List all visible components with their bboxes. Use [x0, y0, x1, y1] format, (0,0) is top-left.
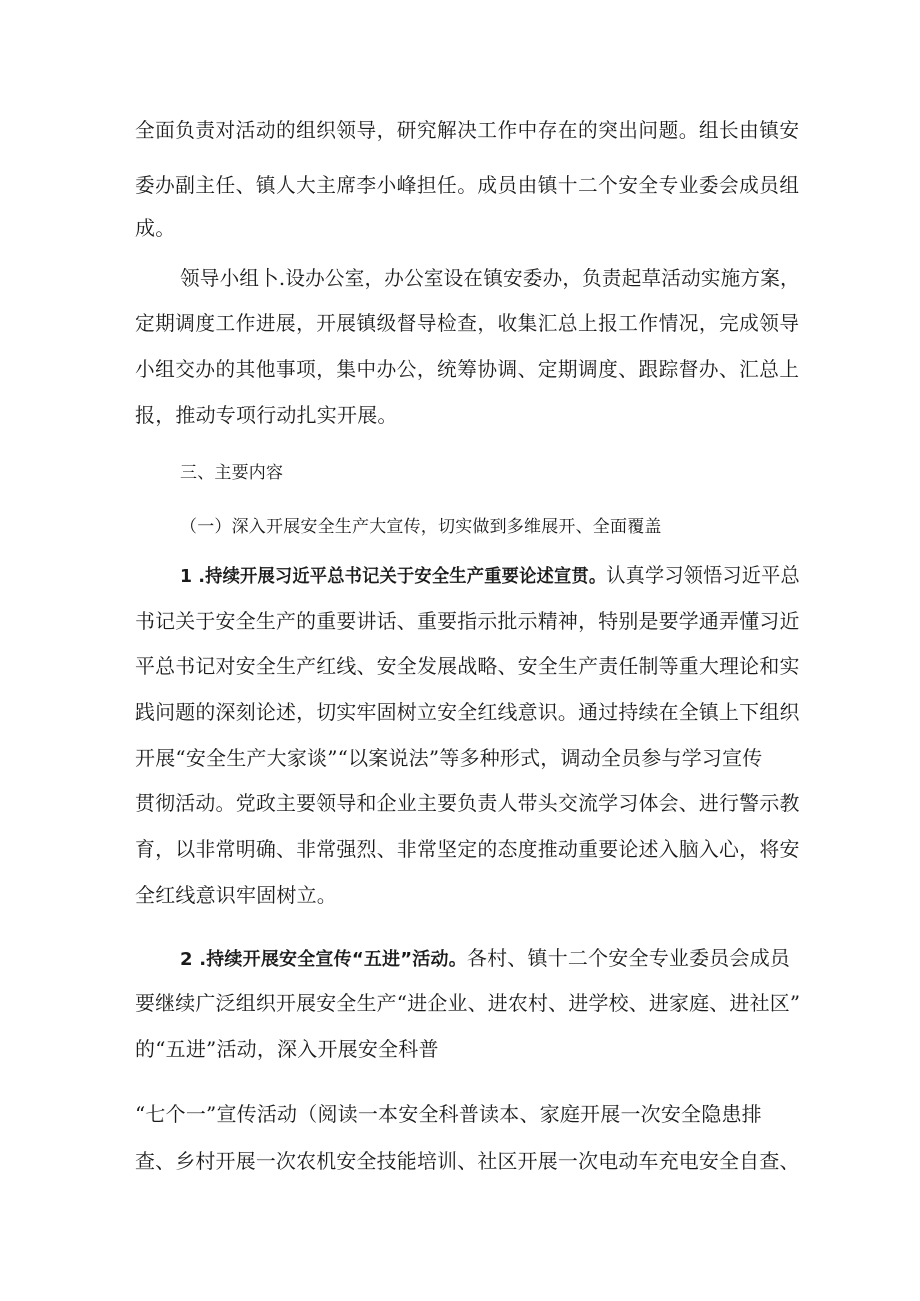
section-heading: 三、主要内容: [180, 463, 284, 483]
item-1-lead: 1 .持续开展习近平总书记关于安全生产重要论述宣贯。: [180, 566, 607, 587]
item-1-line-8: 全红线意识牢固树立。: [135, 883, 337, 907]
paragraph-1-line-2: 委办副主任、镇人大主席李小峰担任。成员由镇十二个安全专业委会成员组: [135, 173, 800, 197]
item-2-lead: 2 .持续开展安全宣传“五进”活动。: [180, 949, 467, 970]
item-2-first-line-rest: 各村、镇十二个安全专业委员会成员: [466, 946, 791, 970]
subsection-heading: （一）深入开展安全生产大宣传，切实做到多维展开、全面覆盖: [180, 517, 662, 537]
item-1-line-5: 开展“安全生产大家谈”“以案说法”等多种形式，调动全员参与学习宣传: [135, 746, 763, 770]
paragraph-2-line-1: 领导小组卜.设办公室，办公室设在镇安委办，负责起草活动实施方案，: [180, 266, 800, 290]
paragraph-2-line-3: 小组交办的其他事项，集中办公，统筹协调、定期调度、跟踪督办、汇总上: [135, 357, 800, 381]
paragraph-2-line-4: 报，推动专项行动扎实开展。: [135, 403, 398, 427]
item-1-line-2: 书记关于安全生产的重要讲话、重要指示批示精神，特别是要学通弄懂习近: [135, 609, 800, 633]
item-1-line-6: 贯彻活动。党政主要领导和企业主要负责人带头交流学习体会、进行警示教: [135, 791, 800, 815]
item-1-first-line: [180, 561, 800, 591]
item-2-line-2: 要继续广泛组织开展安全生产“进企业、进农村、进学校、进家庭、进社区”: [135, 991, 801, 1015]
paragraph-1-line-1: 全面负责对活动的组织领导，研究解决工作中存在的突出问题。组长由镇安: [135, 118, 800, 142]
item-1-line-3: 平总书记对安全生产红线、安全发展战略、安全生产责任制等重大理论和实: [135, 654, 800, 678]
item-2-first-line: [180, 944, 790, 974]
item-2-line-3: 的“五进”活动，深入开展安全科普: [135, 1037, 439, 1061]
paragraph-2-line-2: 定期调度工作进展，开展镇级督导检查，收集汇总上报工作情况，完成领导: [135, 311, 800, 335]
paragraph-last-line-2: 查、乡村开展一次农机安全技能培训、社区开展一次电动车充电安全自查、: [135, 1149, 800, 1173]
item-1-line-4: 践问题的深刻论述，切实牢固树立安全红线意识。通过持续在全镇上下组织: [135, 700, 800, 724]
item-1-first-line-rest: 认真学习领悟习近平总: [606, 563, 800, 587]
item-1-line-7: 育，以非常明确、非常强烈、非常坚定的态度推动重要论述入脑入心，将安: [135, 837, 800, 861]
paragraph-1-line-3: 成。: [135, 216, 176, 240]
paragraph-last-line-1: “七个一”宣传活动（阅读一本安全科普读本、家庭开展一次安全隐患排: [135, 1102, 762, 1126]
